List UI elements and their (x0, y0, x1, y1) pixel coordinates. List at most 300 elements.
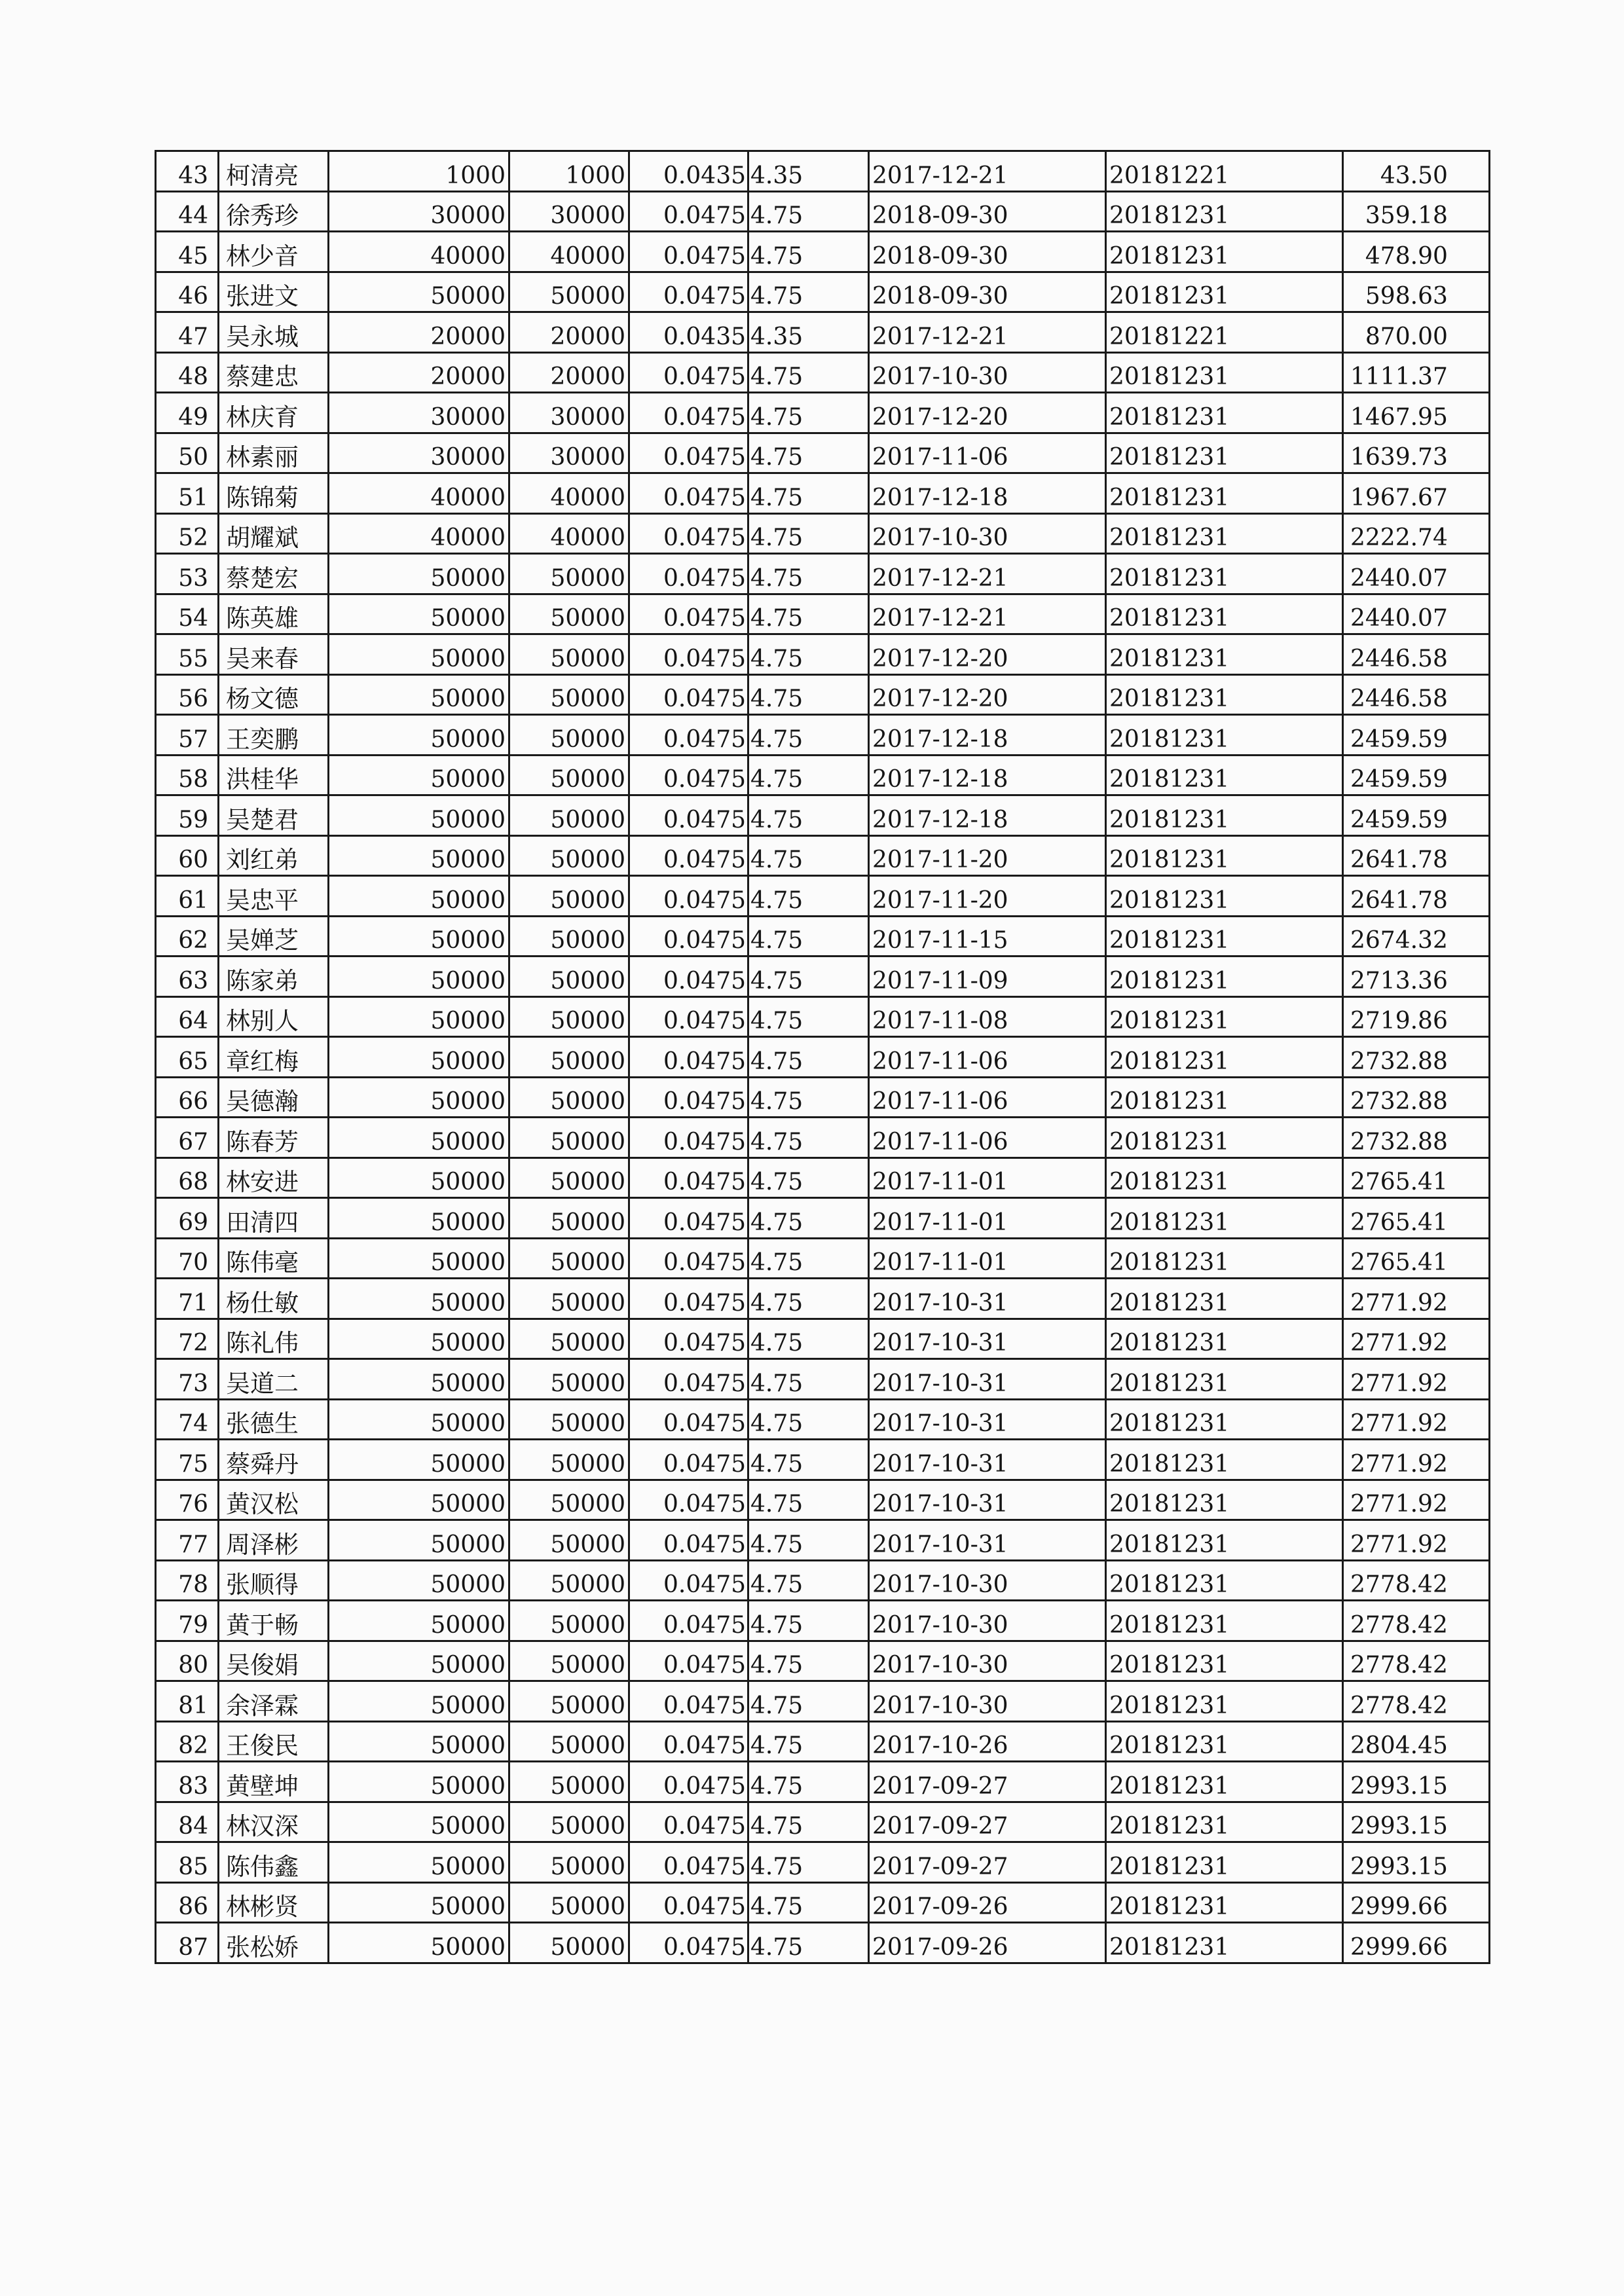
name-cell: 林少音 (219, 232, 329, 272)
end-date-cell: 20181231 (1106, 554, 1343, 594)
interest-cell: 2446.58 (1343, 674, 1490, 715)
interest-cell: 43.50 (1343, 151, 1490, 192)
end-date-cell: 20181231 (1106, 1037, 1343, 1078)
name-cell: 张进文 (219, 272, 329, 312)
row-number-cell: 43 (156, 151, 219, 192)
rate-cell: 0.0475 (629, 191, 748, 232)
interest-cell: 598.63 (1343, 272, 1490, 312)
amount-cell: 30000 (509, 433, 629, 473)
amount-cell: 40000 (509, 513, 629, 554)
end-date-cell: 20181231 (1106, 1520, 1343, 1561)
end-date-cell: 20181231 (1106, 1279, 1343, 1319)
interest-cell: 2446.58 (1343, 634, 1490, 675)
end-date-cell: 20181231 (1106, 1560, 1343, 1601)
rate-cell: 0.0475 (629, 916, 748, 957)
start-date-cell: 2017-12-21 (869, 594, 1106, 634)
rate-cell: 0.0475 (629, 1359, 748, 1400)
end-date-cell: 20181231 (1106, 1480, 1343, 1520)
start-date-cell: 2017-11-06 (869, 1077, 1106, 1118)
name-cell: 林汉深 (219, 1802, 329, 1842)
start-date-cell: 2017-12-21 (869, 554, 1106, 594)
row-number-cell: 51 (156, 473, 219, 514)
principal-cell: 50000 (329, 1641, 509, 1681)
start-date-cell: 2017-10-30 (869, 1641, 1106, 1681)
amount-cell: 50000 (509, 715, 629, 756)
table-row (156, 996, 1490, 1037)
end-date-cell: 20181231 (1106, 916, 1343, 957)
name-cell: 张德生 (219, 1399, 329, 1440)
name-cell: 杨仕敏 (219, 1279, 329, 1319)
start-date-cell: 2017-09-27 (869, 1762, 1106, 1802)
name-cell: 林庆育 (219, 393, 329, 433)
end-date-cell: 20181231 (1106, 393, 1343, 433)
row-number-cell: 54 (156, 594, 219, 634)
name-cell: 柯清亮 (219, 151, 329, 192)
amount-cell: 50000 (509, 1440, 629, 1480)
end-date-cell: 20181231 (1106, 352, 1343, 393)
end-date-cell: 20181231 (1106, 1802, 1343, 1842)
table-row (156, 393, 1490, 433)
row-number-cell: 50 (156, 433, 219, 473)
principal-cell: 50000 (329, 634, 509, 675)
principal-cell: 20000 (329, 352, 509, 393)
rate-percent-cell: 4.35 (748, 312, 869, 353)
start-date-cell: 2017-11-06 (869, 1118, 1106, 1158)
rate-percent-cell: 4.75 (748, 1118, 869, 1158)
row-number-cell: 80 (156, 1641, 219, 1681)
interest-cell: 2771.92 (1343, 1279, 1490, 1319)
principal-cell: 50000 (329, 795, 509, 836)
name-cell: 吴忠平 (219, 876, 329, 917)
interest-cell: 1111.37 (1343, 352, 1490, 393)
end-date-cell: 20181231 (1106, 433, 1343, 473)
rate-cell: 0.0475 (629, 674, 748, 715)
interest-cell: 2459.59 (1343, 715, 1490, 756)
start-date-cell: 2017-10-30 (869, 352, 1106, 393)
rate-percent-cell: 4.75 (748, 957, 869, 997)
amount-cell: 50000 (509, 1842, 629, 1883)
start-date-cell: 2017-11-09 (869, 957, 1106, 997)
principal-cell: 50000 (329, 1601, 509, 1641)
table-row (156, 272, 1490, 312)
rate-cell: 0.0475 (629, 634, 748, 675)
start-date-cell: 2017-10-30 (869, 1601, 1106, 1641)
interest-table (155, 150, 1490, 1964)
rate-cell: 0.0475 (629, 1279, 748, 1319)
interest-cell: 2222.74 (1343, 513, 1490, 554)
amount-cell: 50000 (509, 876, 629, 917)
amount-cell: 50000 (509, 1601, 629, 1641)
name-cell: 陈伟毫 (219, 1238, 329, 1279)
start-date-cell: 2018-09-30 (869, 272, 1106, 312)
end-date-cell: 20181231 (1106, 715, 1343, 756)
table-row (156, 1882, 1490, 1923)
principal-cell: 50000 (329, 1560, 509, 1601)
start-date-cell: 2017-09-26 (869, 1882, 1106, 1923)
end-date-cell: 20181231 (1106, 835, 1343, 876)
interest-cell: 2641.78 (1343, 876, 1490, 917)
rate-cell: 0.0475 (629, 1681, 748, 1722)
start-date-cell: 2018-09-30 (869, 191, 1106, 232)
amount-cell: 50000 (509, 1802, 629, 1842)
interest-cell: 2804.45 (1343, 1721, 1490, 1762)
row-number-cell: 86 (156, 1882, 219, 1923)
start-date-cell: 2017-12-20 (869, 674, 1106, 715)
amount-cell: 50000 (509, 1279, 629, 1319)
table-row (156, 1279, 1490, 1319)
name-cell: 刘红弟 (219, 835, 329, 876)
principal-cell: 50000 (329, 996, 509, 1037)
row-number-cell: 65 (156, 1037, 219, 1078)
amount-cell: 50000 (509, 1721, 629, 1762)
interest-cell: 2459.59 (1343, 795, 1490, 836)
rate-cell: 0.0475 (629, 876, 748, 917)
name-cell: 陈伟鑫 (219, 1842, 329, 1883)
amount-cell: 50000 (509, 755, 629, 795)
principal-cell: 50000 (329, 755, 509, 795)
rate-cell: 0.0475 (629, 1721, 748, 1762)
table-row (156, 1842, 1490, 1883)
interest-cell: 2778.42 (1343, 1560, 1490, 1601)
start-date-cell: 2017-11-06 (869, 1037, 1106, 1078)
rate-cell: 0.0475 (629, 1601, 748, 1641)
end-date-cell: 20181231 (1106, 1641, 1343, 1681)
interest-cell: 2440.07 (1343, 594, 1490, 634)
end-date-cell: 20181231 (1106, 594, 1343, 634)
rate-cell: 0.0475 (629, 1762, 748, 1802)
name-cell: 洪桂华 (219, 755, 329, 795)
amount-cell: 50000 (509, 1118, 629, 1158)
amount-cell: 50000 (509, 795, 629, 836)
rate-percent-cell: 4.75 (748, 1520, 869, 1561)
interest-cell: 870.00 (1343, 312, 1490, 353)
name-cell: 黄壁坤 (219, 1762, 329, 1802)
principal-cell: 1000 (329, 151, 509, 192)
rate-cell: 0.0475 (629, 513, 748, 554)
name-cell: 陈英雄 (219, 594, 329, 634)
table-row (156, 554, 1490, 594)
start-date-cell: 2017-12-21 (869, 312, 1106, 353)
principal-cell: 50000 (329, 1238, 509, 1279)
amount-cell: 50000 (509, 1923, 629, 1963)
end-date-cell: 20181231 (1106, 1077, 1343, 1118)
principal-cell: 50000 (329, 1319, 509, 1359)
principal-cell: 50000 (329, 1762, 509, 1802)
name-cell: 吴俊娟 (219, 1641, 329, 1681)
rate-cell: 0.0435 (629, 312, 748, 353)
name-cell: 吴婵芝 (219, 916, 329, 957)
amount-cell: 50000 (509, 634, 629, 675)
row-number-cell: 67 (156, 1118, 219, 1158)
end-date-cell: 20181231 (1106, 272, 1343, 312)
row-number-cell: 45 (156, 232, 219, 272)
rate-cell: 0.0475 (629, 1480, 748, 1520)
interest-cell: 2771.92 (1343, 1319, 1490, 1359)
row-number-cell: 66 (156, 1077, 219, 1118)
start-date-cell: 2017-10-31 (869, 1520, 1106, 1561)
principal-cell: 30000 (329, 191, 509, 232)
table-row (156, 1198, 1490, 1239)
start-date-cell: 2017-11-20 (869, 835, 1106, 876)
rate-cell: 0.0475 (629, 715, 748, 756)
principal-cell: 50000 (329, 1440, 509, 1480)
name-cell: 王奕鹏 (219, 715, 329, 756)
start-date-cell: 2017-09-27 (869, 1842, 1106, 1883)
end-date-cell: 20181231 (1106, 232, 1343, 272)
rate-percent-cell: 4.75 (748, 191, 869, 232)
end-date-cell: 20181231 (1106, 1601, 1343, 1641)
start-date-cell: 2017-11-15 (869, 916, 1106, 957)
start-date-cell: 2017-09-26 (869, 1923, 1106, 1963)
interest-cell: 2771.92 (1343, 1359, 1490, 1400)
amount-cell: 40000 (509, 473, 629, 514)
table-row (156, 1319, 1490, 1359)
rate-percent-cell: 4.75 (748, 674, 869, 715)
rate-cell: 0.0475 (629, 1077, 748, 1118)
rate-cell: 0.0475 (629, 433, 748, 473)
interest-cell: 478.90 (1343, 232, 1490, 272)
rate-cell: 0.0475 (629, 996, 748, 1037)
rate-cell: 0.0475 (629, 554, 748, 594)
principal-cell: 50000 (329, 594, 509, 634)
rate-cell: 0.0475 (629, 1641, 748, 1681)
table-row (156, 1520, 1490, 1561)
interest-cell: 2993.15 (1343, 1802, 1490, 1842)
rate-cell: 0.0475 (629, 957, 748, 997)
principal-cell: 50000 (329, 272, 509, 312)
name-cell: 吴楚君 (219, 795, 329, 836)
row-number-cell: 70 (156, 1238, 219, 1279)
row-number-cell: 74 (156, 1399, 219, 1440)
rate-percent-cell: 4.75 (748, 1842, 869, 1883)
amount-cell: 50000 (509, 1681, 629, 1722)
interest-cell: 2778.42 (1343, 1601, 1490, 1641)
amount-cell: 50000 (509, 272, 629, 312)
interest-cell: 2999.66 (1343, 1882, 1490, 1923)
principal-cell: 40000 (329, 232, 509, 272)
rate-percent-cell: 4.75 (748, 1198, 869, 1239)
interest-cell: 2732.88 (1343, 1118, 1490, 1158)
rate-cell: 0.0475 (629, 1399, 748, 1440)
rate-cell: 0.0475 (629, 393, 748, 433)
principal-cell: 50000 (329, 1802, 509, 1842)
rate-percent-cell: 4.75 (748, 513, 869, 554)
start-date-cell: 2017-10-30 (869, 513, 1106, 554)
row-number-cell: 58 (156, 755, 219, 795)
name-cell: 章红梅 (219, 1037, 329, 1078)
amount-cell: 50000 (509, 996, 629, 1037)
end-date-cell: 20181231 (1106, 1440, 1343, 1480)
rate-cell: 0.0475 (629, 1440, 748, 1480)
start-date-cell: 2017-11-01 (869, 1238, 1106, 1279)
start-date-cell: 2017-12-18 (869, 795, 1106, 836)
end-date-cell: 20181231 (1106, 1762, 1343, 1802)
name-cell: 黄于畅 (219, 1601, 329, 1641)
start-date-cell: 2017-11-20 (869, 876, 1106, 917)
row-number-cell: 63 (156, 957, 219, 997)
name-cell: 林别人 (219, 996, 329, 1037)
principal-cell: 50000 (329, 1157, 509, 1198)
rate-percent-cell: 4.75 (748, 1319, 869, 1359)
principal-cell: 50000 (329, 1520, 509, 1561)
rate-percent-cell: 4.75 (748, 1399, 869, 1440)
amount-cell: 50000 (509, 1520, 629, 1561)
rate-percent-cell: 4.75 (748, 1802, 869, 1842)
interest-cell: 1639.73 (1343, 433, 1490, 473)
amount-cell: 50000 (509, 674, 629, 715)
row-number-cell: 48 (156, 352, 219, 393)
rate-percent-cell: 4.35 (748, 151, 869, 192)
rate-cell: 0.0475 (629, 473, 748, 514)
table-row (156, 674, 1490, 715)
start-date-cell: 2017-10-31 (869, 1440, 1106, 1480)
rate-percent-cell: 4.75 (748, 1157, 869, 1198)
name-cell: 陈锦菊 (219, 473, 329, 514)
rate-cell: 0.0475 (629, 1238, 748, 1279)
amount-cell: 20000 (509, 312, 629, 353)
table-row (156, 473, 1490, 514)
amount-cell: 50000 (509, 1319, 629, 1359)
amount-cell: 40000 (509, 232, 629, 272)
name-cell: 蔡舜丹 (219, 1440, 329, 1480)
table-row (156, 1721, 1490, 1762)
principal-cell: 50000 (329, 1923, 509, 1963)
table-body (156, 151, 1490, 1963)
table-row (156, 191, 1490, 232)
end-date-cell: 20181231 (1106, 634, 1343, 675)
table-row (156, 232, 1490, 272)
name-cell: 陈春芳 (219, 1118, 329, 1158)
rate-percent-cell: 4.75 (748, 393, 869, 433)
principal-cell: 50000 (329, 1480, 509, 1520)
rate-cell: 0.0475 (629, 1560, 748, 1601)
amount-cell: 30000 (509, 191, 629, 232)
rate-cell: 0.0475 (629, 755, 748, 795)
row-number-cell: 64 (156, 996, 219, 1037)
name-cell: 吴永城 (219, 312, 329, 353)
principal-cell: 50000 (329, 876, 509, 917)
table-row (156, 1077, 1490, 1118)
end-date-cell: 20181231 (1106, 674, 1343, 715)
row-number-cell: 81 (156, 1681, 219, 1722)
name-cell: 陈家弟 (219, 957, 329, 997)
principal-cell: 50000 (329, 835, 509, 876)
end-date-cell: 20181231 (1106, 996, 1343, 1037)
start-date-cell: 2017-10-31 (869, 1319, 1106, 1359)
amount-cell: 50000 (509, 1641, 629, 1681)
principal-cell: 50000 (329, 1842, 509, 1883)
principal-cell: 40000 (329, 513, 509, 554)
rate-percent-cell: 4.75 (748, 232, 869, 272)
name-cell: 林素丽 (219, 433, 329, 473)
principal-cell: 50000 (329, 957, 509, 997)
row-number-cell: 49 (156, 393, 219, 433)
rate-percent-cell: 4.75 (748, 876, 869, 917)
rate-cell: 0.0475 (629, 1520, 748, 1561)
end-date-cell: 20181221 (1106, 312, 1343, 353)
row-number-cell: 59 (156, 795, 219, 836)
interest-cell: 2771.92 (1343, 1520, 1490, 1561)
table-row (156, 876, 1490, 917)
row-number-cell: 73 (156, 1359, 219, 1400)
rate-percent-cell: 4.75 (748, 554, 869, 594)
rate-percent-cell: 4.75 (748, 1681, 869, 1722)
row-number-cell: 56 (156, 674, 219, 715)
rate-percent-cell: 4.75 (748, 1560, 869, 1601)
rate-cell: 0.0475 (629, 1037, 748, 1078)
name-cell: 黄汉松 (219, 1480, 329, 1520)
table-row (156, 1762, 1490, 1802)
interest-cell: 2993.15 (1343, 1842, 1490, 1883)
rate-percent-cell: 4.75 (748, 1601, 869, 1641)
row-number-cell: 75 (156, 1440, 219, 1480)
start-date-cell: 2017-12-18 (869, 473, 1106, 514)
rate-percent-cell: 4.75 (748, 1923, 869, 1963)
interest-cell: 2993.15 (1343, 1762, 1490, 1802)
table-row (156, 1641, 1490, 1681)
principal-cell: 50000 (329, 1118, 509, 1158)
row-number-cell: 68 (156, 1157, 219, 1198)
name-cell: 王俊民 (219, 1721, 329, 1762)
table-row (156, 795, 1490, 836)
amount-cell: 50000 (509, 1882, 629, 1923)
start-date-cell: 2017-11-06 (869, 433, 1106, 473)
row-number-cell: 57 (156, 715, 219, 756)
name-cell: 林彬贤 (219, 1882, 329, 1923)
rate-cell: 0.0475 (629, 1882, 748, 1923)
start-date-cell: 2017-10-26 (869, 1721, 1106, 1762)
name-cell: 杨文德 (219, 674, 329, 715)
row-number-cell: 47 (156, 312, 219, 353)
rate-percent-cell: 4.75 (748, 352, 869, 393)
row-number-cell: 52 (156, 513, 219, 554)
interest-cell: 2778.42 (1343, 1681, 1490, 1722)
name-cell: 胡耀斌 (219, 513, 329, 554)
principal-cell: 50000 (329, 1077, 509, 1118)
interest-cell: 2765.41 (1343, 1198, 1490, 1239)
rate-percent-cell: 4.75 (748, 1238, 869, 1279)
row-number-cell: 46 (156, 272, 219, 312)
rate-percent-cell: 4.75 (748, 1641, 869, 1681)
rate-cell: 0.0475 (629, 352, 748, 393)
table-row (156, 1037, 1490, 1078)
end-date-cell: 20181221 (1106, 151, 1343, 192)
rate-percent-cell: 4.75 (748, 1359, 869, 1400)
table-row (156, 352, 1490, 393)
rate-percent-cell: 4.75 (748, 916, 869, 957)
end-date-cell: 20181231 (1106, 1399, 1343, 1440)
name-cell: 田清四 (219, 1198, 329, 1239)
rate-percent-cell: 4.75 (748, 1480, 869, 1520)
principal-cell: 50000 (329, 1279, 509, 1319)
rate-cell: 0.0475 (629, 1157, 748, 1198)
interest-cell: 2778.42 (1343, 1641, 1490, 1681)
end-date-cell: 20181231 (1106, 473, 1343, 514)
principal-cell: 50000 (329, 1882, 509, 1923)
amount-cell: 50000 (509, 1077, 629, 1118)
interest-cell: 2771.92 (1343, 1399, 1490, 1440)
rate-cell: 0.0475 (629, 1198, 748, 1239)
table-row (156, 755, 1490, 795)
name-cell: 蔡建忠 (219, 352, 329, 393)
rate-percent-cell: 4.75 (748, 1440, 869, 1480)
rate-percent-cell: 4.75 (748, 1721, 869, 1762)
rate-cell: 0.0475 (629, 1923, 748, 1963)
end-date-cell: 20181231 (1106, 1882, 1343, 1923)
rate-cell: 0.0475 (629, 232, 748, 272)
rate-percent-cell: 4.75 (748, 1279, 869, 1319)
start-date-cell: 2017-12-20 (869, 393, 1106, 433)
